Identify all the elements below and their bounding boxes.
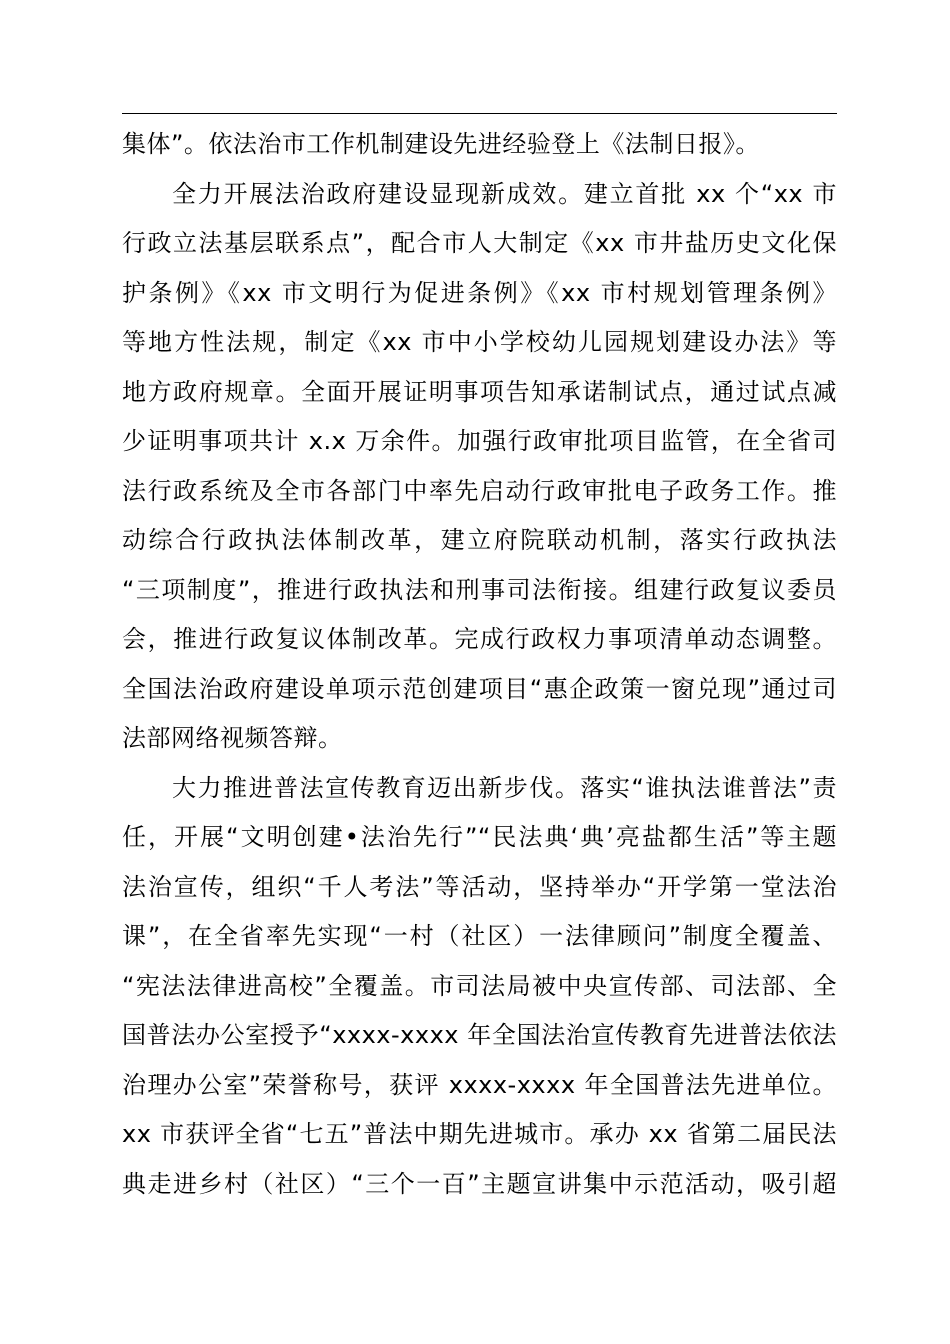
text-line: 法治宣传，组织“千人考法”等活动，坚持举办“开学第一堂法治 (122, 872, 837, 901)
text-line: 国普法办公室授予“xxxx-xxxx 年全国法治宣传教育先进普法依法 (122, 1021, 837, 1049)
text-line: 典走进乡村（社区）“三个一百”主题宣讲集中示范活动，吸引超 (122, 1169, 837, 1198)
text-line: 全力开展法治政府建设显现新成效。建立首批 xx 个“xx 市 (172, 179, 837, 208)
text-line: 护条例》《xx 市文明行为促进条例》《xx 市村规划管理条例》 (122, 278, 837, 307)
text-line: 行政立法基层联系点”，配合市人大制定《xx 市井盐历史文化保 (122, 229, 837, 257)
text-line: xx 市获评全省“七五”普法中期先进城市。承办 xx 省第二届民法 (122, 1120, 837, 1148)
text-line: 会，推进行政复议体制改革。完成行政权力事项清单动态调整。 (122, 625, 837, 653)
text-line: “宪法法律进高校”全覆盖。市司法局被中央宣传部、司法部、全 (122, 971, 837, 1000)
text-line: 全国法治政府建设单项示范创建项目“惠企政策一窗兑现”通过司 (122, 674, 837, 703)
text-line: 少证明事项共计 x.x 万余件。加强行政审批项目监管，在全省司 (122, 427, 837, 455)
text-line: 地方政府规章。全面开展证明事项告知承诺制试点，通过试点减 (122, 377, 837, 406)
text-line: 任，开展“文明创建•法治先行”“民法典‘典’亮盐都生活”等主题 (122, 823, 837, 851)
body-text (122, 120, 837, 1209)
header-rule (122, 113, 837, 114)
text-line: 等地方性法规，制定《xx 市中小学校幼儿园规划建设办法》等 (122, 328, 837, 356)
text-line: 课”，在全省率先实现“一村（社区）一法律顾问”制度全覆盖、 (122, 922, 837, 950)
text-line: 法行政系统及全市各部门中率先启动行政审批电子政务工作。推 (122, 476, 837, 505)
text-line: 大力推进普法宣传教育迈出新步伐。落实“谁执法谁普法”责 (172, 773, 837, 802)
text-line: 治理办公室”荣誉称号，获评 xxxx-xxxx 年全国普法先进单位。 (122, 1070, 837, 1099)
text-line: 法部网络视频答辩。 (122, 724, 343, 752)
text-line: “三项制度”，推进行政执法和刑事司法衔接。组建行政复议委员 (122, 575, 837, 604)
text-line: 动综合行政执法体制改革，建立府院联动机制，落实行政执法 (122, 526, 837, 554)
text-line: 集体”。依法治市工作机制建设先进经验登上《法制日报》。 (122, 130, 760, 158)
